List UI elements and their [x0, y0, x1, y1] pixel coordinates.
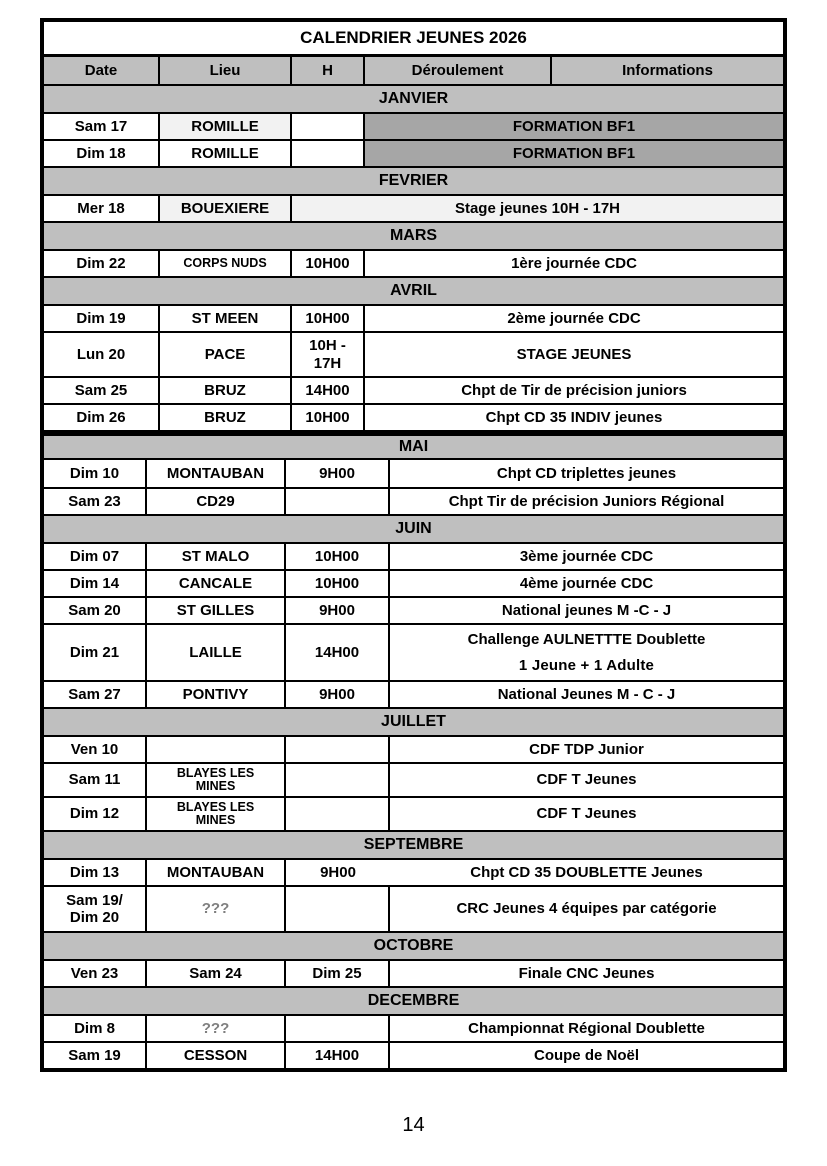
- table-cell: BRUZ: [160, 378, 292, 403]
- cell-line: MINES: [195, 779, 236, 793]
- table-cell: [286, 764, 390, 796]
- table-cell: ST MALO: [147, 544, 286, 569]
- table-row: [44, 762, 783, 796]
- table-cell: BOUEXIERE: [160, 196, 292, 221]
- table-cell: Ven 10: [44, 737, 147, 762]
- table-cell: [292, 114, 365, 139]
- table-cell: Dim 10: [44, 460, 147, 487]
- table-cell: Chpt CD 35 INDIV jeunes: [485, 408, 663, 426]
- calendar-table: [40, 18, 787, 1072]
- table-cell: Dim 26: [44, 405, 160, 430]
- table-row: [44, 569, 783, 596]
- table-row: [44, 858, 783, 885]
- table-cell: [147, 764, 286, 796]
- month-row: JANVIER: [44, 84, 783, 112]
- table-cell: Chpt CD 35 DOUBLETTE Jeunes: [470, 863, 703, 881]
- table-cell: [286, 887, 390, 931]
- table-cell: Stage jeunes 10H - 17H: [292, 196, 783, 221]
- table-cell: Mer 18: [44, 196, 160, 221]
- month-row: JUILLET: [44, 707, 783, 735]
- table-row: [44, 304, 783, 331]
- table-row: [44, 403, 783, 430]
- table-cell: Sam 23: [44, 489, 147, 514]
- header-row: [44, 54, 783, 84]
- table-cell: STAGE JEUNES: [516, 345, 632, 363]
- table-cell: 10H00: [292, 251, 365, 276]
- table-cell: 9H00: [286, 682, 390, 707]
- table-cell: Dim 12: [44, 798, 147, 830]
- table-cell: Dim 21: [44, 625, 147, 680]
- table-cell: PACE: [160, 333, 292, 376]
- table-cell: 2ème journée CDC: [507, 309, 641, 327]
- table-row: [44, 376, 783, 403]
- table-cell: 10H00: [286, 544, 390, 569]
- table-cell: [44, 887, 147, 931]
- table-cell: Coupe de Noël: [533, 1046, 639, 1064]
- table-row: [44, 458, 783, 487]
- table-cell: Chpt Tir de précision Juniors Régional: [448, 492, 725, 510]
- table-cell: 10H00: [286, 571, 390, 596]
- month-row: SEPTEMBRE: [44, 830, 783, 858]
- table-cell: National Jeunes M - C - J: [497, 685, 676, 703]
- cell-line: 10H -: [309, 337, 346, 355]
- table-cell: Finale CNC Jeunes: [518, 964, 655, 982]
- table-cell: Chpt CD triplettes jeunes: [496, 464, 677, 482]
- table-cell: [286, 737, 390, 762]
- table-cell: CDF T Jeunes: [536, 771, 637, 789]
- table-cell: MONTAUBAN: [147, 860, 286, 885]
- month-row: MAI: [44, 430, 783, 458]
- table-cell: Dim 14: [44, 571, 147, 596]
- table-cell: CORPS NUDS: [160, 251, 292, 276]
- table-cell: Sam 19: [44, 1043, 147, 1068]
- table-cell: CESSON: [147, 1043, 286, 1068]
- cell-line: Dim 20: [69, 909, 120, 926]
- table-cell: MONTAUBAN: [147, 460, 286, 487]
- table-cell: ST MEEN: [160, 306, 292, 331]
- table-cell: [147, 737, 286, 762]
- table-row: [44, 331, 783, 376]
- table-cell: CD29: [147, 489, 286, 514]
- table-cell: 14H00: [286, 1043, 390, 1068]
- table-cell: ROMILLE: [160, 141, 292, 166]
- table-cell: Dim 07: [44, 544, 147, 569]
- cell-line: BLAYES LES: [176, 799, 255, 814]
- table-cell: ST GILLES: [147, 598, 286, 623]
- table-cell: Dim 25: [286, 961, 390, 986]
- table-cell: [147, 798, 286, 830]
- table-cell: Sam 17: [44, 114, 160, 139]
- column-header: Date: [44, 57, 160, 84]
- table-cell: 10H00: [292, 306, 365, 331]
- table-cell: ???: [147, 1016, 286, 1041]
- cell-line: MINES: [195, 813, 236, 827]
- table-cell: Dim 22: [44, 251, 160, 276]
- table-cell: Championnat Régional Doublette: [468, 1019, 705, 1037]
- table-row: [44, 885, 783, 931]
- month-row: JUIN: [44, 514, 783, 542]
- table-cell: 9H00: [286, 598, 390, 623]
- table-cell: [292, 141, 365, 166]
- table-cell: 9H00: [320, 863, 356, 881]
- column-header: Informations: [552, 57, 783, 84]
- table-cell: LAILLE: [147, 625, 286, 680]
- table-title: CALENDRIER JEUNES 2026: [44, 22, 783, 54]
- page-number: 14: [402, 1114, 425, 1136]
- table-cell: 14H00: [286, 625, 390, 680]
- table-row: [44, 623, 783, 680]
- cell-line: 1 Jeune + 1 Adulte: [518, 657, 655, 674]
- table-row: [44, 487, 783, 514]
- table-cell: 14H00: [292, 378, 365, 403]
- table-row: [44, 112, 783, 139]
- table-row: [44, 542, 783, 569]
- table-cell: CRC Jeunes 4 équipes par catégorie: [456, 900, 717, 918]
- table-cell: FORMATION BF1: [365, 114, 783, 139]
- table-cell: PONTIVY: [147, 682, 286, 707]
- table-cell: Chpt de Tir de précision juniors: [461, 381, 687, 399]
- table-cell: Dim 8: [44, 1016, 147, 1041]
- table-cell: Dim 18: [44, 141, 160, 166]
- table-cell: 4ème journée CDC: [519, 574, 654, 592]
- column-header: Déroulement: [365, 57, 552, 84]
- cell-line: 17H: [313, 354, 342, 372]
- column-header: H: [292, 57, 365, 84]
- table-cell: 1ère journée CDC: [511, 254, 637, 272]
- table-row: [44, 959, 783, 986]
- table-cell: Lun 20: [44, 333, 160, 376]
- table-cell: 3ème journée CDC: [519, 547, 654, 565]
- table-cell: CANCALE: [147, 571, 286, 596]
- month-row: MARS: [44, 221, 783, 249]
- cell-line: Sam 19/: [66, 891, 123, 909]
- table-cell: [390, 625, 783, 680]
- month-row: OCTOBRE: [44, 931, 783, 959]
- table-cell: ???: [147, 887, 286, 931]
- cell-line: Challenge AULNETTTE Doublette: [467, 630, 706, 648]
- table-cell: BRUZ: [160, 405, 292, 430]
- month-row: FEVRIER: [44, 166, 783, 194]
- table-cell: Dim 13: [44, 860, 147, 885]
- table-cell: CDF TDP Junior: [529, 740, 644, 758]
- table-row: [44, 1014, 783, 1041]
- table-row: [44, 139, 783, 166]
- table-cell: [286, 798, 390, 830]
- table-cell: [292, 333, 365, 376]
- table-cell: Dim 19: [44, 306, 160, 331]
- table-cell: CDF T Jeunes: [536, 805, 637, 823]
- table-row: [44, 1041, 783, 1068]
- column-header: Lieu: [160, 57, 292, 84]
- table-cell: [286, 1016, 390, 1041]
- cell-line: BLAYES LES: [176, 765, 255, 780]
- table-row: [44, 680, 783, 707]
- table-row: [44, 249, 783, 276]
- table-cell: Sam 24: [147, 961, 286, 986]
- table-cell: Sam 11: [44, 764, 147, 796]
- table-row: [44, 194, 783, 221]
- table-cell: 9H00: [286, 460, 390, 487]
- table-cell: Sam 25: [44, 378, 160, 403]
- table-cell: ROMILLE: [160, 114, 292, 139]
- table-cell: Sam 20: [44, 598, 147, 623]
- table-row: [44, 735, 783, 762]
- table-cell: [286, 489, 390, 514]
- table-row: [44, 796, 783, 830]
- table-cell: Sam 27: [44, 682, 147, 707]
- month-row: AVRIL: [44, 276, 783, 304]
- table-cell: Ven 23: [44, 961, 147, 986]
- table-row: [44, 596, 783, 623]
- table-cell: 10H00: [292, 405, 365, 430]
- month-row: DECEMBRE: [44, 986, 783, 1014]
- table-cell: FORMATION BF1: [365, 141, 783, 166]
- table-cell: National jeunes M -C - J: [501, 601, 672, 619]
